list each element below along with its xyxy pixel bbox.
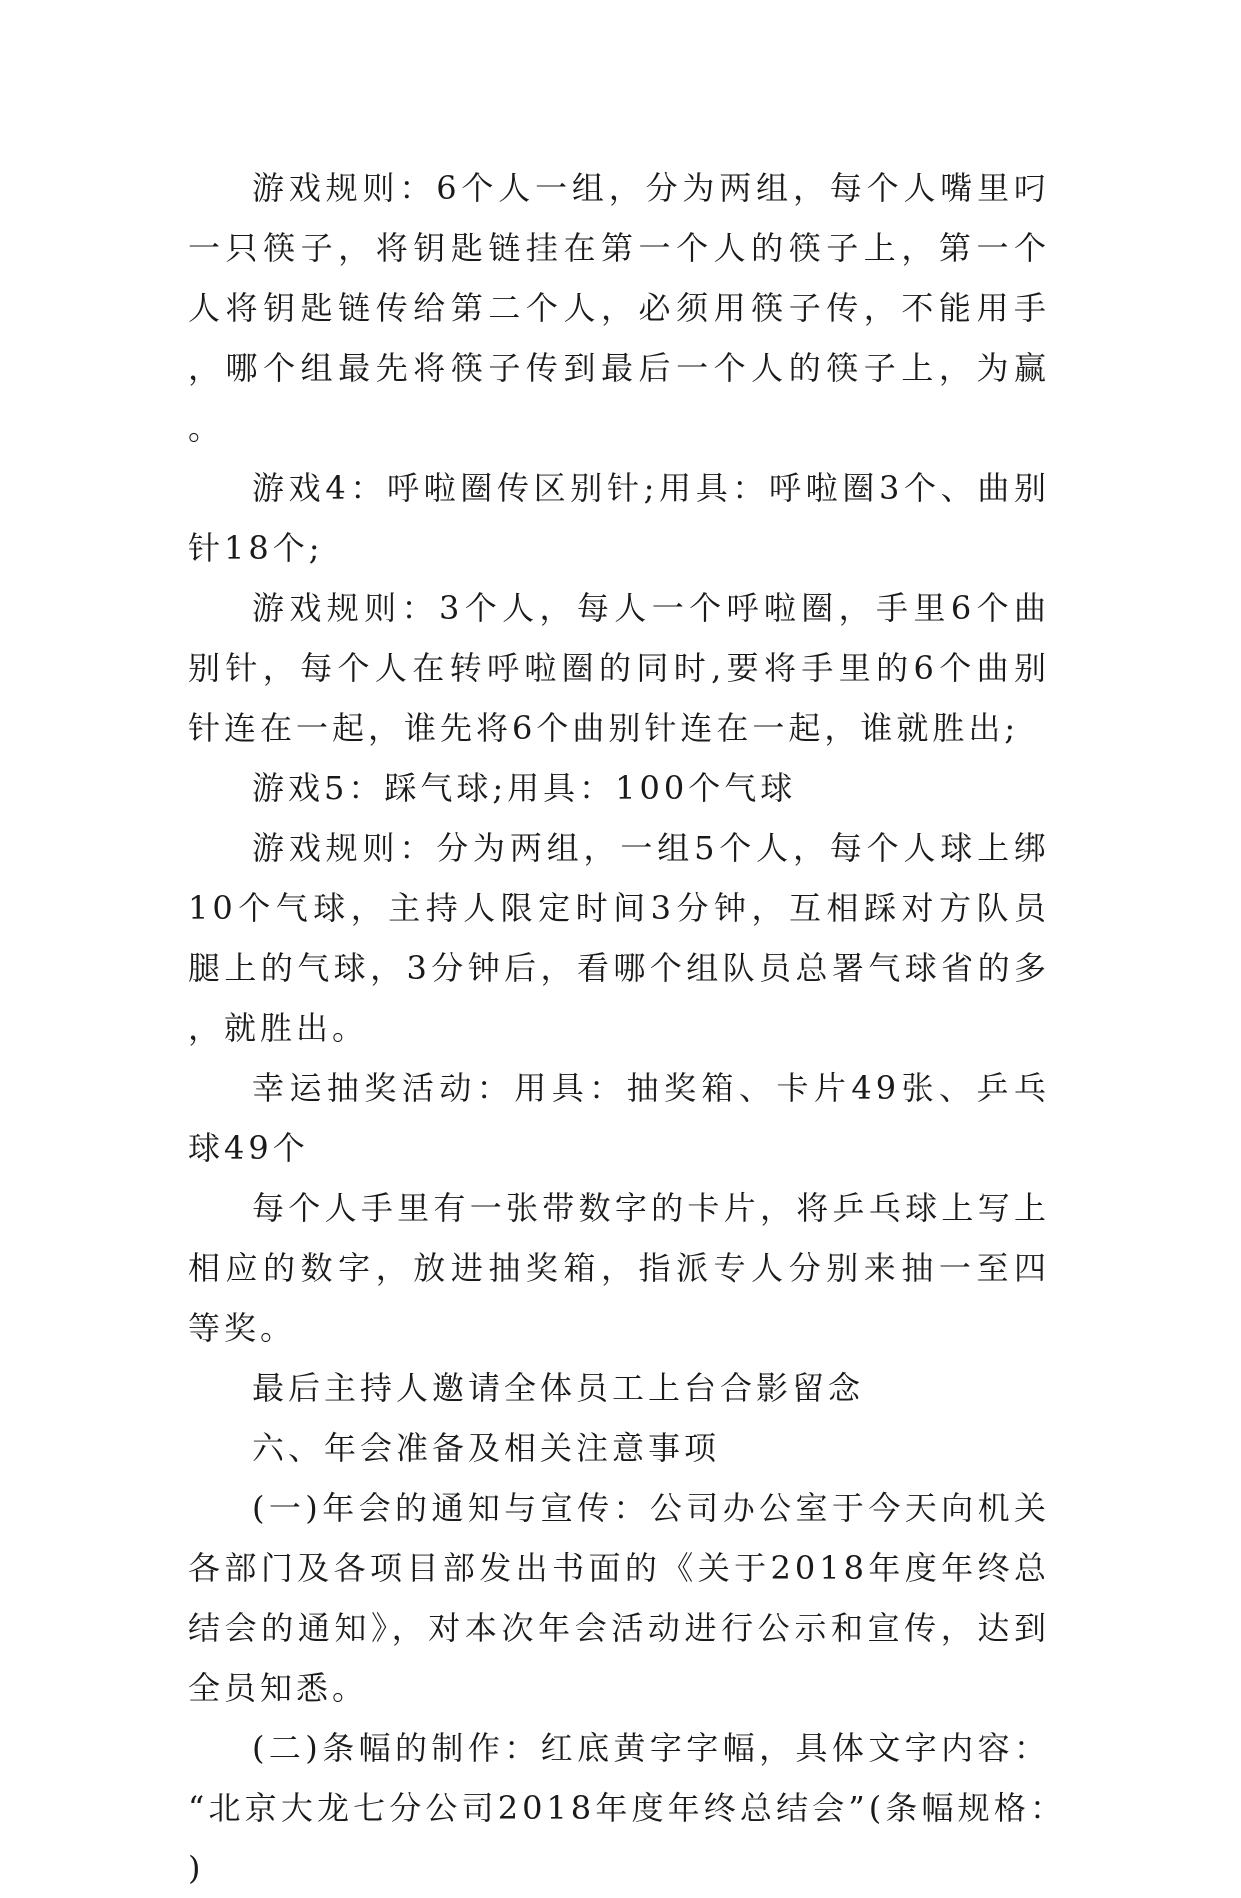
document-body [188,158,1050,1898]
paragraph-game3-rules: 游戏规则：6个人一组，分为两组，每个人嘴里叼一只筷子，将钥匙链挂在第一个人的筷子上，第一个人将钥匙链传给第二个人，必须用筷子传，不能用手，哪个组最先将筷子传到最后一个人的筷子上，为赢。 [188,169,1050,447]
paragraph-game4-rules: 游戏规则：3个人，每人一个呼啦圈，手里6个曲别针，每个人在转呼啦圈的同时,要将手里的6个曲别针连在一起，谁先将6个曲别针连在一起，谁就胜出; [188,589,1050,747]
paragraph-lottery-title: 幸运抽奖活动：用具：抽奖箱、卡片49张、乒乓球49个 [188,1069,1050,1167]
paragraph-game5-rules: 游戏规则：分为两组，一组5个人，每个人球上绑10个气球，主持人限定时间3分钟，互相踩对方队员腿上的气球，3分钟后，看哪个组队员总署气球省的多，就胜出。 [188,829,1050,1047]
paragraph-game5-title: 游戏5：踩气球;用具：100个气球 [252,769,797,807]
paragraph-notice: (一)年会的通知与宣传：公司办公室于今天向机关各部门及各项目部发出书面的《关于2018年度年终总结会的通知》，对本次年会活动进行公示和宣传，达到全员知悉。 [188,1489,1050,1707]
section-heading-preparation: 六、年会准备及相关注意事项 [252,1429,721,1467]
paragraph-banner: (二)条幅的制作：红底黄字字幅，具体文字内容：“北京大龙七分公司2018年度年终总结会”(条幅规格：) [188,1729,1050,1887]
paragraph-game4-title: 游戏4：呼啦圈传区别针;用具：呼啦圈3个、曲别针18个; [188,469,1050,567]
paragraph-group-photo: 最后主持人邀请全体员工上台合影留念 [252,1369,865,1407]
paragraph-lottery-rules: 每个人手里有一张带数字的卡片，将乒乓球上写上相应的数字，放进抽奖箱，指派专人分别来抽一至四等奖。 [188,1189,1050,1347]
